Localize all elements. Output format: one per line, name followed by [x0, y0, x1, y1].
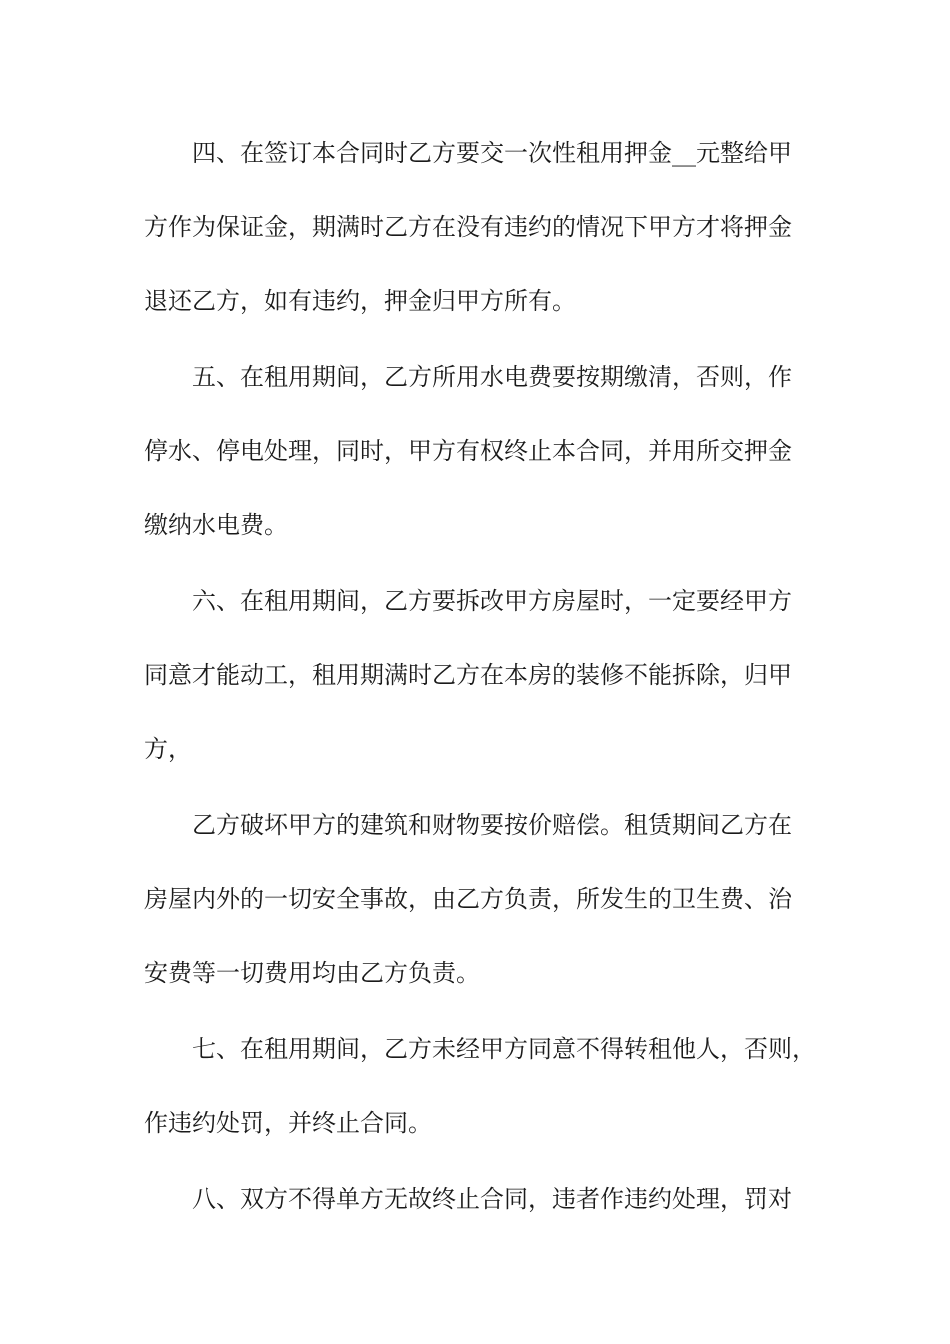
text-line	[0, 431, 950, 471]
clause-4-line-3: 退还乙方，如有违约，押金归甲方所有。	[144, 287, 576, 315]
damages-line-1: 乙方破坏甲方的建筑和财物要按价赔偿。租赁期间乙方在	[192, 811, 792, 839]
damages-line-3: 安费等一切费用均由乙方负责。	[144, 959, 480, 987]
text-line	[0, 1103, 950, 1143]
text-line	[0, 281, 950, 321]
text-line	[0, 505, 950, 545]
text-line	[0, 581, 950, 621]
clause-5-line-2: 停水、停电处理，同时，甲方有权终止本合同，并用所交押金	[144, 437, 792, 465]
clause-5-line-3: 缴纳水电费。	[144, 511, 288, 539]
clause-4-line-2: 方作为保证金，期满时乙方在没有违约的情况下甲方才将押金	[144, 213, 792, 241]
text-line	[0, 879, 950, 919]
text-line	[0, 207, 950, 247]
clause-6-line-1: 六、在租用期间，乙方要拆改甲方房屋时，一定要经甲方	[192, 587, 792, 615]
clause-6-line-3: 方，	[144, 735, 192, 763]
text-line	[0, 357, 950, 397]
text-line	[0, 1179, 950, 1219]
clause-7-line-1: 七、在租用期间，乙方未经甲方同意不得转租他人，否则，	[192, 1035, 816, 1063]
clause-4-line-1: 四、在签订本合同时乙方要交一次性租用押金__元整给甲	[192, 139, 792, 167]
text-line	[0, 953, 950, 993]
clause-5-line-1: 五、在租用期间，乙方所用水电费要按期缴清，否则，作	[192, 363, 792, 391]
text-line	[0, 655, 950, 695]
clause-7-line-2: 作违约处罚，并终止合同。	[144, 1109, 432, 1137]
text-line	[0, 133, 950, 173]
text-line	[0, 1029, 950, 1069]
clause-6-line-2: 同意才能动工，租用期满时乙方在本房的装修不能拆除，归甲	[144, 661, 792, 689]
text-line	[0, 729, 950, 769]
clause-8-line-1: 八、双方不得单方无故终止合同，违者作违约处理，罚对	[192, 1185, 792, 1213]
text-line	[0, 805, 950, 845]
damages-line-2: 房屋内外的一切安全事故，由乙方负责，所发生的卫生费、治	[144, 885, 792, 913]
